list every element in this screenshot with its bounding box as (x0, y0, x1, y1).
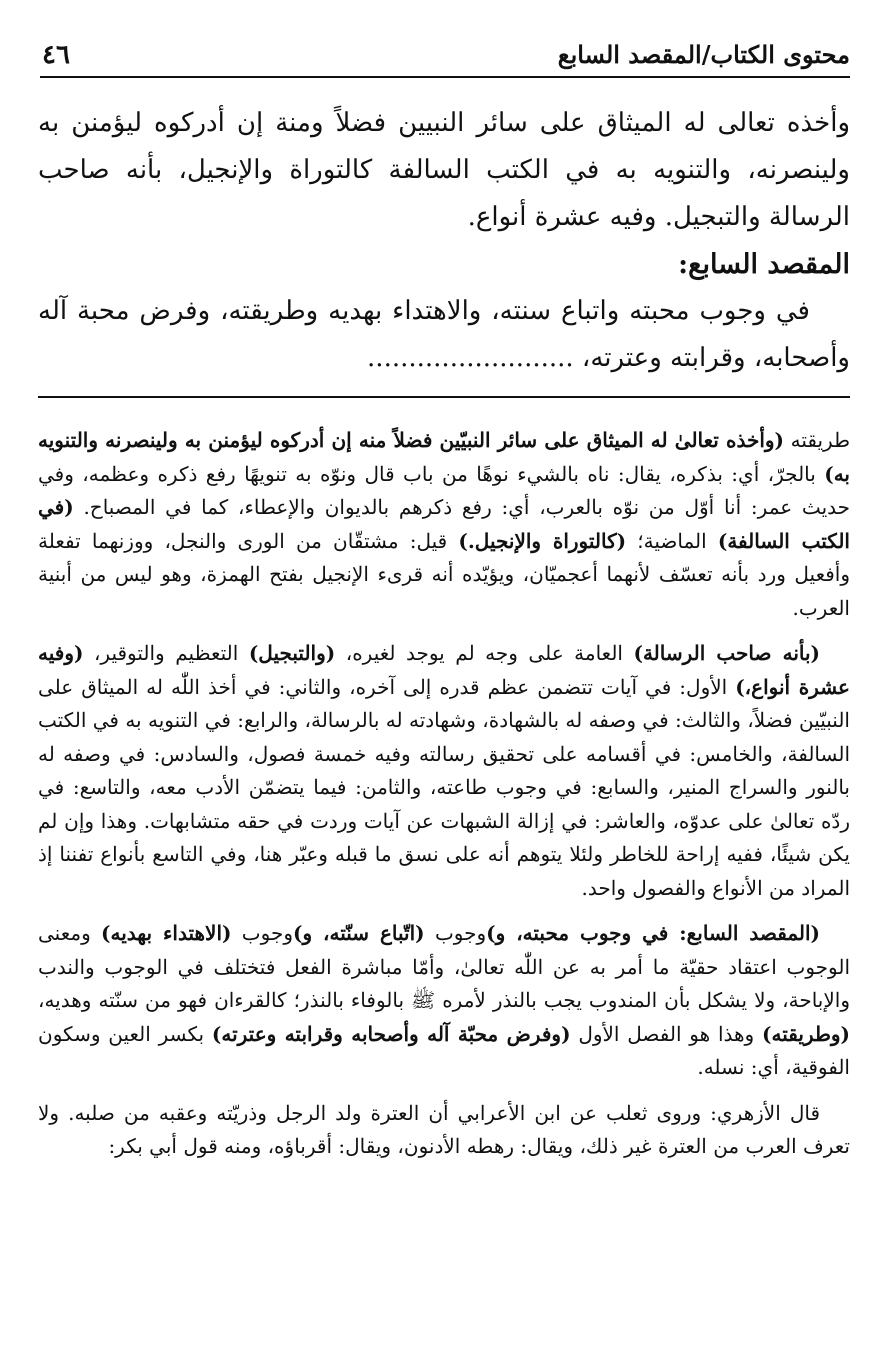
text-run: ومعنى الوجوب اعتقاد حقيّة ما أمر به عن اللّٰه تعالىٰ، وأمّا مباشرة الفعل فتختلف في الوجوب والندب والإباحة، ولا يشكل بأن المندوب يجب بالنذر لأمره ﷺ بالوفاء بالنذر؛ كالقرءان فهو من سنّته وهديه، (38, 921, 850, 1012)
quoted-matn: (وفرض محبّة آله وأصحابه وقرابته وعترته) (211, 1021, 571, 1046)
quoted-matn: (كالتوراة والإنجيل.) (458, 528, 627, 553)
page-header (40, 34, 850, 78)
matn-text (38, 100, 850, 382)
running-head: محتوى الكتاب/المقصد السابع (557, 40, 850, 69)
text-run: العامة على وجه لم يوجد لغيره، (335, 641, 634, 665)
text-run: بالجرّ، أي: بذكره، يقال: ناه بالشيء نوهًا من باب قال ونوّه به تنويهًا رفع ذكره وعظمه، وفي حديث عمر: أنا أوّل من نوّه بالعرب، أي: رفع ذكرهم بالديوان والإعطاء، كما في المصباح. (38, 461, 850, 519)
text-run: قال الأزهري: وروى ثعلب عن ابن الأعرابي أن العترة ولد الرجل وذريّته وعقبه من صلبه. ولا تعرف العرب من العترة غير ذلك، ويقال: رهطه الأدنون، ويقال: أقرباؤه، ومنه قول أبي بكر: (38, 1100, 850, 1158)
quoted-matn: (في الكتب السالفة) (38, 495, 850, 553)
quoted-matn: (اتّباع سنّته، و) (293, 921, 425, 945)
text-run: الماضية؛ (626, 528, 718, 553)
commentary-paragraph (38, 424, 850, 625)
section-heading: المقصد السابع: (678, 249, 850, 280)
text-run: وهذا هو الفصل الأول (570, 1021, 763, 1046)
commentary-paragraph (38, 1097, 850, 1164)
text-run: وجوب (424, 921, 487, 945)
quoted-matn: (والتبجيل) (248, 641, 336, 665)
commentary-paragraph (38, 917, 850, 1085)
commentary-text (38, 424, 850, 1176)
separator-rule (38, 396, 850, 398)
commentary-paragraph (38, 637, 850, 905)
matn-paragraph: وأخذه تعالى له الميثاق على سائر النبيين فضلاً ومنة إن أدركوه ليؤمنن به ولينصرنه، والتنويه به في الكتب السالفة كالتوراة والإنجيل، بأنه صاحب الرسالة والتبجيل. وفيه عشرة أنواع. (38, 108, 850, 232)
quoted-matn: (بأنه صاحب الرسالة) (633, 641, 821, 665)
text-run: بكسر العين وسكون الفوقية، أي: نسله. (38, 1021, 850, 1079)
text-run: التعظيم والتوقير، (83, 641, 249, 665)
text-run: قيل: مشتقّان من الورى والنجل، ووزنهما تفعلة وأفعيل ورد بأنه تعسّف لأنهما أعجميّان، ويؤيّده أنه قرىء الإنجيل بفتح الهمزة، وهو ليس من أبنية العرب. (38, 528, 850, 620)
quoted-matn: (وأخذه تعالىٰ له الميثاق على سائر النبيّين فضلاً منه إن أدركوه ليؤمنن به ولينصرنه والتنويه به) (38, 428, 850, 486)
quoted-matn: (وفيه عشرة أنواع،) (38, 641, 850, 699)
matn-paragraph: في وجوب محبته واتباع سنته، والاهتداء بهديه وطريقته، وفرض محبة آله وأصحابه، وقرابته وعترته، ......................... (38, 296, 850, 373)
quoted-matn: (الاهتداء بهديه) (101, 921, 232, 945)
text-run: وجوب (231, 921, 293, 945)
text-run: الأول: في آيات تتضمن عظم قدره إلى آخره، والثاني: في أخذ اللّٰه له الميثاق على النبيّين فضلاً، والثالث: في وصفه له بالشهادة، وشهادته له بالرسالة، والرابع: في التنويه به في الكتب السالفة، والخامس: في أقسامه على تحقيق رسالته وفيه خمسة فصول، والسادس: في وصفه له بالنور والسراج المنير، والسابع: في وجوب طاعته، والثامن: فيما يتضمّن الأدب معه، والتاسع: في ردّه تعالىٰ على عدوّه، والعاشر: في إزالة الشبهات عن آيات وردت في حقه متشابهات. وهذا وإن لم يكن شيئًا، ففيه إراحة للخاطر ولئلا يتوهم أنه على نسق ما قبله وعبّر هنا، وفي التاسع بأنواع تفننا إذ المراد من الأنواع والفصول واحد. (38, 674, 851, 900)
quoted-matn: (المقصد السابع: في وجوب محبته، و) (486, 921, 821, 945)
quoted-matn: (وطريقته) (762, 1021, 850, 1046)
text-run: طريقته (784, 428, 850, 452)
header-rule (40, 76, 850, 78)
page-number: ٤٦ (42, 40, 70, 70)
